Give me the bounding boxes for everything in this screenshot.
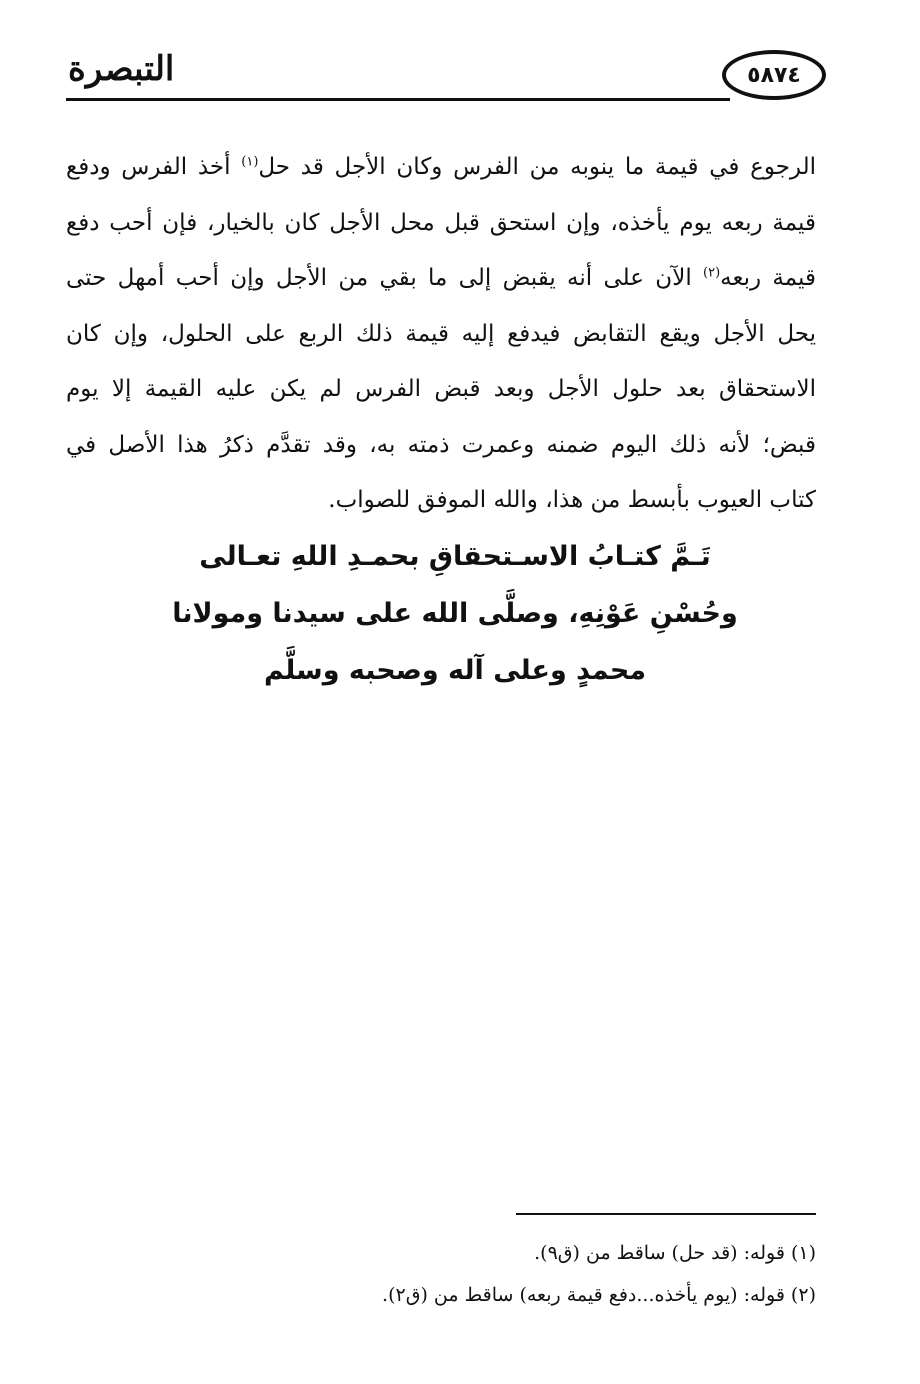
footnote-marker[interactable]: (٢)	[703, 265, 721, 281]
text-line: كتاب العيوب بأبسط من هذا، والله الموفق للصواب.	[328, 487, 816, 513]
colophon	[150, 528, 760, 699]
footnote-1: (١) قوله: (قد حل) ساقط من (ق٩).	[534, 1242, 816, 1264]
page-number: ٥٨٧٤	[747, 62, 801, 88]
text-line: الرجوع في قيمة ما ينوبه من الفرس وكان الأجل قد حل$^{(١)}$ أخذ الفرس ودفع	[66, 154, 817, 180]
text-line: قبض؛ لأنه ذلك اليوم ضمنه وعمرت ذمته به، وقد تقدَّم ذكرُ هذا الأصل في	[66, 431, 816, 458]
text-line: قيمة ربعه$^{(٢)}$ الآن على أنه يقبض إلى ما بقي من الأجل وإن أحب أمهل حتى	[66, 265, 816, 291]
text-line: الاستحقاق بعد حلول الأجل وبعد قبض الفرس لم يكن عليه القيمة إلا يوم	[66, 376, 816, 402]
running-title: التبصرة	[68, 49, 175, 89]
footnote-marker[interactable]: (١)	[241, 154, 259, 170]
page-header	[60, 38, 830, 118]
footnotes	[100, 1232, 816, 1316]
page-number-badge	[722, 50, 826, 100]
footnote-divider	[516, 1213, 816, 1215]
colophon-line: تَـمَّ كتـابُ الاسـتحقاقِ بحمـدِ اللهِ تعـالى	[199, 541, 711, 572]
text-line: قيمة ربعه يوم يأخذه، وإن استحق قبل محل الأجل كان بالخيار، فإن أحب دفع	[66, 209, 816, 236]
colophon-line: محمدٍ وعلى آله وصحبه وسلَّم	[263, 655, 647, 686]
footnote-2: (٢) قوله: (يوم يأخذه...دفع قيمة ربعه) ساقط من (ق٢).	[382, 1284, 816, 1306]
main-text	[66, 140, 816, 529]
colophon-line: وحُسْنِ عَوْنِهِ، وصلَّى الله على سيدنا ومولانا	[172, 598, 738, 629]
text-line: يحل الأجل ويقع التقابض فيدفع إليه قيمة ذلك الربع على الحلول، وإن كان	[66, 320, 816, 347]
header-divider	[66, 98, 730, 101]
